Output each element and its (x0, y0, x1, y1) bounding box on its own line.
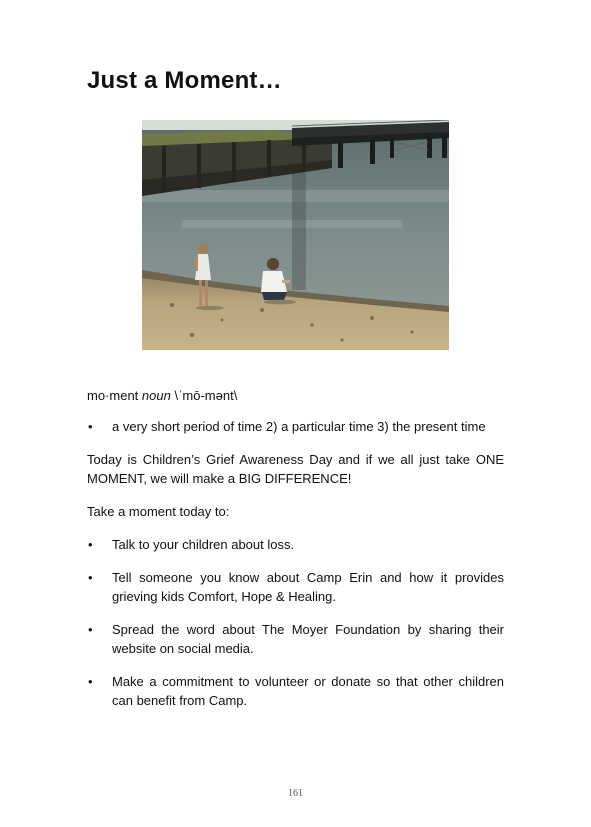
definition-list (87, 417, 504, 436)
intro-paragraph: Today is Children’s Grief Awareness Day and if we all just take ONE MOMENT, we will make a BIG DIFFERENCE! (87, 452, 504, 486)
lead-in-text: Take a moment today to: (87, 504, 230, 519)
bullet-icon: • (88, 537, 93, 552)
list-item (87, 620, 504, 658)
definition-part-of-speech: noun (141, 388, 171, 403)
list-item-text: Make a commitment to volunteer or donate so that other children can benefit from Camp. (112, 674, 504, 708)
action-list (87, 535, 504, 710)
list-item-text: a very short period of time 2) a particular time 3) the present time (112, 419, 486, 434)
list-item-text: Talk to your children about loss. (112, 537, 295, 552)
article-body (87, 386, 504, 724)
list-item (87, 568, 504, 606)
page-number: 161 (288, 788, 303, 799)
definition-word: mo·ment (87, 388, 139, 403)
bullet-icon: • (88, 570, 93, 585)
bullet-icon: • (88, 622, 93, 637)
bullet-icon: • (88, 419, 93, 434)
bullet-icon: • (88, 674, 93, 689)
list-item-text: Tell someone you know about Camp Erin and how it provides grieving kids Comfort, Hope & Healing. (112, 570, 504, 604)
list-item (87, 672, 504, 710)
shoreline-photo (142, 120, 449, 350)
photo-illustration (142, 120, 449, 350)
list-item (87, 417, 504, 436)
dictionary-definition (87, 386, 504, 405)
list-item (87, 535, 504, 554)
page-title: Just a Moment… (87, 67, 282, 94)
list-item-text: Spread the word about The Moyer Foundation by sharing their website on social media. (112, 622, 504, 656)
definition-pronunciation: \ˈmō-mənt\ (174, 388, 238, 403)
